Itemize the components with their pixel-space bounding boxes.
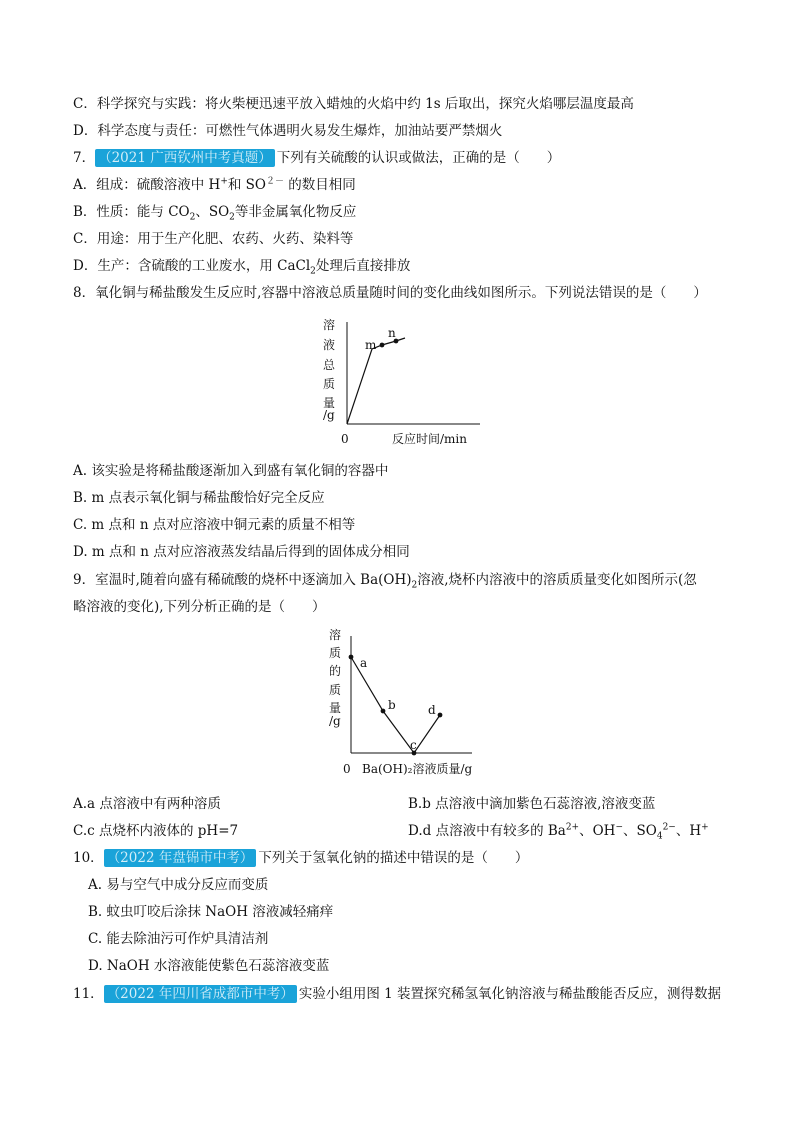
g2-ylabel-0: 溶	[329, 628, 342, 642]
q8-option-c: C. m 点和 n 点对应溶液中铜元素的质量不相等	[73, 517, 356, 533]
g2-ylabel-5: /g	[329, 714, 341, 728]
q7a-text2: 和 SO	[227, 177, 266, 193]
g2-xlabel: Ba(OH)₂溶液质量/g	[362, 762, 473, 776]
q8-option-b: B. m 点表示氧化铜与稀盐酸恰好完全反应	[73, 490, 325, 506]
q7a-sup2: ２－	[265, 176, 284, 187]
q8-graph	[310, 312, 510, 452]
q11-stem	[73, 985, 721, 1003]
q10-question: 下列关于氢氧化钠的描述中错误的是（ ）	[258, 850, 529, 866]
g2-point-b	[381, 709, 386, 714]
q9-stem-text1: 9．室温时,随着向盛有稀硫酸的烧杯中逐滴加入 Ba(OH)	[73, 572, 412, 588]
q11-number: 11．	[73, 986, 104, 1002]
q9-option-b: B.b 点溶液中滴加紫色石蕊溶液,溶液变蓝	[408, 796, 656, 812]
q9-stem-line1	[73, 571, 697, 589]
g2-point-d	[438, 713, 443, 718]
q10-source-tag[interactable]: （2022 年盘锦市中考）	[104, 849, 257, 867]
q9d-sup4: +	[701, 822, 709, 833]
q9d-sup2: −	[615, 822, 623, 833]
q9d-text3: 、SO	[623, 823, 657, 839]
q7a-text1: A．组成：硫酸溶液中 H	[73, 177, 221, 193]
g1-ylabel-1: 液	[323, 338, 336, 352]
q7-question: 下列有关硫酸的认识或做法，正确的是（ ）	[276, 150, 561, 166]
g1-ylabel-0: 溶	[323, 318, 336, 332]
q9d-sup1: 2+	[565, 822, 580, 833]
g1-ylabel-4: 量	[323, 396, 336, 410]
g2-label-a: a	[360, 656, 368, 670]
q6-option-c: C．科学探究与实践：将火柴梗迅速平放入蜡烛的火焰中约 1s 后取出，探究火焰哪层温度最高	[73, 96, 634, 112]
g2-label-c: c	[410, 738, 417, 752]
q7b-text3: 等非金属氧化物反应	[234, 204, 357, 220]
q6-option-d: D．科学态度与责任：可燃性气体遇明火易发生爆炸，加油站要严禁烟火	[73, 123, 503, 139]
q9-option-a: A.a 点溶液中有两种溶质	[73, 796, 221, 812]
q7-option-c: C．用途：用于生产化肥、农药、火药、染料等	[73, 231, 354, 247]
q9-stem-sub: 2	[411, 580, 418, 591]
g2-point-a	[349, 655, 354, 660]
g2-ylabel-1: 质	[329, 646, 342, 660]
g1-origin: 0	[341, 432, 349, 446]
g2-origin: 0	[343, 762, 351, 776]
q7-source-tag[interactable]: （2021 广西钦州中考真题）	[95, 149, 275, 167]
q10-option-d: D. NaOH 水溶液能使紫色石蕊溶液变蓝	[88, 958, 330, 974]
q7a-sup: +	[220, 176, 228, 187]
g2-ylabel-2: 的	[329, 664, 342, 678]
g2-label-d: d	[428, 703, 436, 717]
q7b-text1: B．性质：能与 CO	[73, 204, 190, 220]
q9-stem-line2: 略溶液的变化),下列分析正确的是（ ）	[73, 599, 326, 615]
q7a-text3: 的数目相同	[284, 177, 356, 193]
g1-label-n: n	[388, 326, 396, 340]
q8-option-a: A. 该实验是将稀盐酸逐渐加入到盛有氧化铜的容器中	[73, 463, 389, 479]
g1-ylabel-5: /g	[323, 408, 335, 422]
g1-point-m	[380, 343, 385, 348]
g1-ylabel-2: 总	[323, 358, 336, 372]
g2-label-b: b	[388, 698, 396, 712]
q11-question: 实验小组用图 1 装置探究稀氢氧化钠溶液与稀盐酸能否反应，测得数据	[298, 986, 722, 1002]
q7d-sub: 2	[310, 266, 316, 277]
q7-option-d	[73, 257, 410, 275]
q8-stem: 8．氧化铜与稀盐酸发生反应时,容器中溶液总质量随时间的变化曲线如图所示。下列说法错误的是（ ）	[73, 285, 707, 301]
q9d-text1: D.d 点溶液中有较多的 Ba	[408, 823, 566, 839]
q10-option-c: C. 能去除油污可作炉具清洁剂	[88, 931, 269, 947]
q10-stem	[73, 849, 528, 867]
q9-stem-text2: 溶液,烧杯内溶液中的溶质质量变化如图所示(忽	[417, 572, 697, 588]
q10-option-a: A. 易与空气中成分反应而变质	[88, 877, 269, 893]
q9-option-c: C.c 点烧杯内液体的 pH=7	[73, 823, 239, 839]
g2-ylabel-4: 量	[329, 701, 342, 715]
q8-option-d: D. m 点和 n 点对应溶液蒸发结晶后得到的固体成分相同	[73, 544, 410, 560]
q11-source-tag[interactable]: （2022 年四川省成都市中考）	[104, 985, 297, 1003]
q7b-sub2: 2	[229, 212, 235, 223]
q7-option-b	[73, 203, 356, 221]
q7-option-a	[73, 176, 356, 194]
q7-stem	[73, 149, 560, 167]
g2-ylabel-3: 质	[329, 683, 342, 697]
q9-option-d	[408, 822, 709, 840]
q9d-text2: 、OH	[579, 823, 616, 839]
q9-graph	[320, 622, 520, 780]
q7-number: 7．	[73, 150, 96, 166]
g1-label-m: m	[365, 338, 377, 352]
g1-ylabel-3: 质	[323, 377, 336, 391]
q7d-text1: D．生产：含硫酸的工业废水，用 CaCl	[73, 258, 311, 274]
q10-option-b: B. 蚊虫叮咬后涂抹 NaOH 溶液减轻痛痒	[88, 904, 334, 920]
q9d-sup3: 2−	[662, 822, 676, 833]
q7b-text2: 、SO	[195, 204, 230, 220]
q10-number: 10．	[73, 850, 104, 866]
g1-xlabel: 反应时间/min	[392, 432, 467, 446]
q7d-text2: 处理后直接排放	[315, 258, 411, 274]
q7b-sub1: 2	[189, 212, 196, 223]
q9d-text4: 、H	[675, 823, 702, 839]
q9d-sub3: 4	[656, 831, 663, 842]
